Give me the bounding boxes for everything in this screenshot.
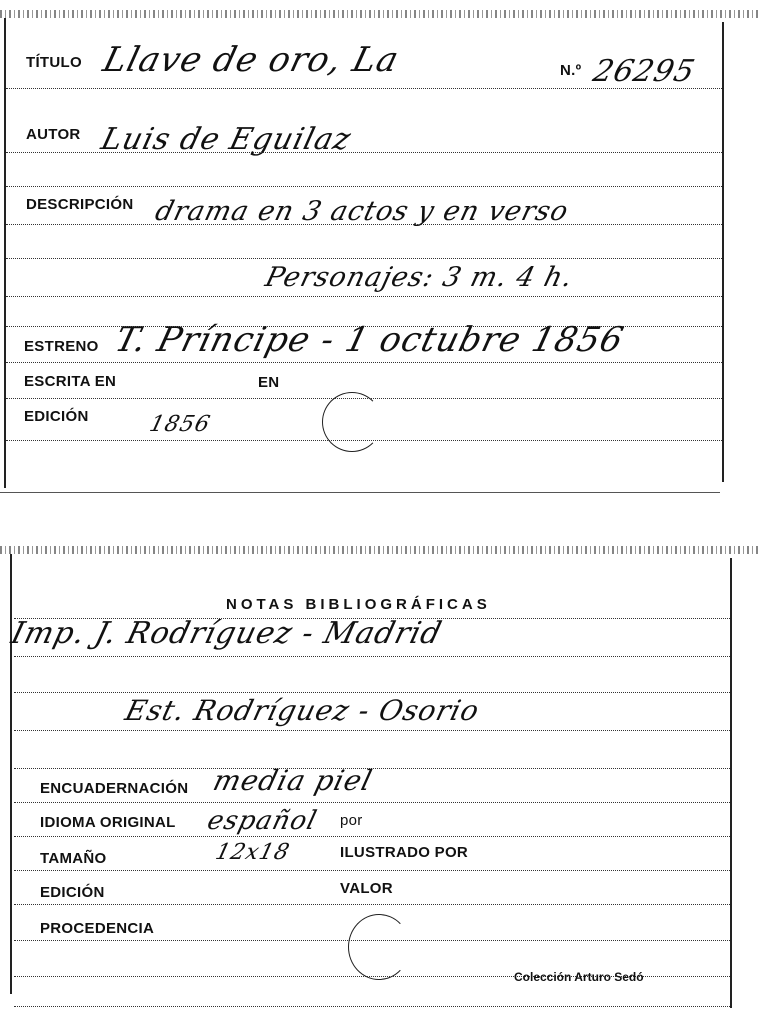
punch-hole bbox=[322, 392, 382, 452]
numero-label: N.º bbox=[560, 62, 582, 79]
idioma-value: español bbox=[204, 806, 321, 836]
punch-hole bbox=[348, 914, 410, 980]
card-right-border bbox=[722, 22, 724, 482]
rule-line bbox=[14, 730, 730, 731]
autor-value: Luis de Eguilaz bbox=[97, 122, 355, 157]
catalog-card-back bbox=[0, 540, 759, 1028]
estreno-value: T. Príncipe - 1 octubre 1856 bbox=[111, 320, 629, 360]
tamano-value: 12x18 bbox=[212, 840, 293, 865]
estreno-label: ESTRENO bbox=[24, 338, 99, 355]
card-right-border bbox=[730, 558, 732, 1008]
personajes-value: Personajes: 3 m. 4 h. bbox=[262, 262, 577, 293]
edicion-label: EDICIÓN bbox=[24, 408, 89, 425]
tamano-label: TAMAÑO bbox=[40, 850, 107, 867]
encuadernacion-label: ENCUADERNACIÓN bbox=[40, 780, 189, 797]
por-label: por bbox=[340, 812, 363, 829]
valor-label: VALOR bbox=[340, 880, 393, 897]
rule-line bbox=[6, 88, 722, 89]
titulo-label: TÍTULO bbox=[26, 54, 82, 71]
nota-imprenta: Imp. J. Rodríguez - Madrid bbox=[7, 616, 446, 651]
coleccion-footer: Colección Arturo Sedó bbox=[514, 970, 644, 984]
edicion-label: EDICIÓN bbox=[40, 884, 105, 901]
nota-estampacion: Est. Rodríguez - Osorio bbox=[121, 694, 484, 727]
titulo-value: Llave de oro, La bbox=[99, 40, 404, 80]
edicion-value: 1856 bbox=[146, 412, 214, 437]
en-label: EN bbox=[258, 374, 280, 391]
rule-line bbox=[6, 152, 722, 153]
encuadernacion-value: media piel bbox=[209, 764, 377, 797]
rule-line bbox=[6, 224, 722, 225]
rule-line bbox=[14, 870, 730, 871]
procedencia-label: PROCEDENCIA bbox=[40, 920, 155, 937]
numero-value: 26295 bbox=[589, 54, 699, 89]
catalog-card-front bbox=[0, 0, 759, 500]
rule-line bbox=[6, 186, 722, 187]
autor-label: AUTOR bbox=[26, 126, 81, 143]
rule-line bbox=[6, 258, 722, 259]
descripcion-label: DESCRIPCIÓN bbox=[26, 196, 134, 213]
escrita-en-label: ESCRITA EN bbox=[24, 373, 117, 390]
card-top-edge bbox=[0, 546, 759, 554]
rule-line bbox=[14, 802, 730, 803]
card-top-edge bbox=[0, 10, 759, 18]
rule-line bbox=[14, 1006, 730, 1007]
rule-line bbox=[6, 362, 722, 363]
idioma-label: IDIOMA ORIGINAL bbox=[40, 814, 176, 831]
ilustrado-label: ILUSTRADO POR bbox=[340, 844, 469, 861]
card-left-border bbox=[10, 554, 12, 994]
rule-line bbox=[14, 692, 730, 693]
rule-line bbox=[14, 656, 730, 657]
card-separator bbox=[0, 492, 720, 493]
notas-heading: NOTAS BIBLIOGRÁFICAS bbox=[226, 596, 491, 613]
rule-line bbox=[14, 904, 730, 905]
rule-line bbox=[14, 836, 730, 837]
descripcion-value: drama en 3 actos y en verso bbox=[152, 196, 572, 227]
rule-line bbox=[6, 296, 722, 297]
